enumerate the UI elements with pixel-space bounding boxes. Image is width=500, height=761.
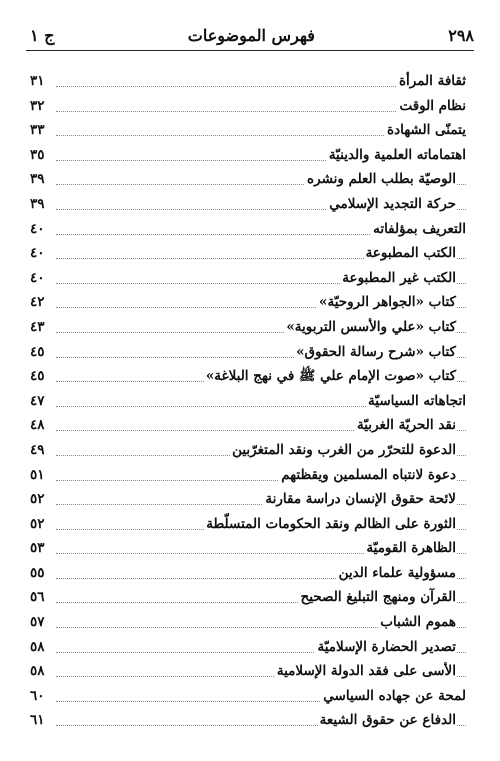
toc-entry: [30, 291, 466, 316]
toc-entry-title: هموم الشباب: [380, 614, 456, 631]
toc-entry-page: ٣٣: [30, 122, 54, 138]
toc-entry-title: لمحة عن جهاده السياسي: [323, 687, 466, 704]
toc-entry-title: القرآن ومنهج التبليغ الصحيح: [300, 589, 456, 606]
toc-entry: [30, 636, 466, 661]
toc-entry: [30, 513, 466, 538]
toc-entry-page: ٥٨: [30, 639, 54, 655]
toc-entry-title: ثقافة المرأة: [398, 73, 466, 89]
page-header: [30, 22, 474, 48]
toc-entry-page: ٣٥: [30, 147, 54, 163]
toc-entry-page: ٥٧: [30, 614, 54, 630]
toc-entry-page: ٤٩: [30, 442, 54, 458]
toc-entry: [30, 218, 466, 243]
toc-entry: [30, 242, 466, 267]
toc-entry-title: الدفاع عن حقوق الشيعة: [319, 712, 456, 729]
toc-entry-page: ٥١: [30, 467, 54, 483]
toc-entry-title: اهتماماته العلمية والدينيّة: [328, 146, 466, 163]
header-rule: [26, 50, 474, 51]
toc-entry: [30, 488, 466, 513]
toc-entry: [30, 611, 466, 636]
toc-entry: [30, 586, 466, 611]
toc-entry-title: دعوة لانتباه المسلمين ويقظتهم: [281, 466, 456, 483]
toc-entry-title: نقد الحريّة الغربيّة: [357, 417, 456, 434]
toc-entry-page: ٥٨: [30, 663, 54, 679]
toc-entry-page: ٤٠: [30, 221, 54, 237]
toc-entry: [30, 267, 466, 292]
toc-entry-title: الدعوة للتحرّر من الغرب ونقد المتغرّبين: [232, 441, 456, 458]
toc-entry: [30, 70, 466, 95]
toc-entry-title: الوصيّة بطلب العلم ونشره: [307, 171, 456, 188]
toc-entry-page: ٣٩: [30, 196, 54, 212]
toc-entry: [30, 660, 466, 685]
toc-entry-page: ٥٢: [30, 516, 54, 532]
toc-entry: [30, 341, 466, 366]
toc-entry: [30, 685, 466, 710]
toc-entry: [30, 316, 466, 341]
toc-entry-page: ٥٣: [30, 540, 54, 556]
toc-entry: [30, 464, 466, 489]
toc-entry-page: ٣١: [30, 73, 54, 89]
toc-entry-page: ٤٠: [30, 245, 54, 261]
toc-entry-page: ٤٨: [30, 417, 54, 433]
toc-entry: [30, 439, 466, 464]
toc-entry-title: حركة التجديد الإسلامي: [329, 195, 456, 212]
toc-entry-page: ٤٧: [30, 393, 54, 409]
toc-entry-title: كتاب «الجواهر الروحيّة»: [319, 294, 456, 311]
toc-entry: [30, 390, 466, 415]
toc-entry-title: اتجاهاته السياسيّة: [368, 392, 466, 409]
toc-entry-title: الكتب غير المطبوعة: [342, 269, 456, 286]
toc-entry: [30, 365, 466, 390]
toc-entry-title: يتمنّى الشهادة: [387, 122, 466, 139]
toc-entry-page: ٥٥: [30, 565, 54, 581]
toc-entry: [30, 537, 466, 562]
toc-entry-page: ٦٠: [30, 688, 54, 704]
page-title: فهرس الموضوعات: [187, 25, 315, 45]
toc-entry-page: ٤٠: [30, 270, 54, 286]
toc-entry-title: الثورة على الظالم ونقد الحكومات المتسلّطة: [206, 515, 456, 532]
toc-entry: [30, 119, 466, 144]
toc-entry: [30, 562, 466, 587]
toc-entry-title: مسؤولية علماء الدين: [338, 564, 456, 581]
toc-entry-title: لائحة حقوق الإنسان دراسة مقارنة: [265, 491, 456, 508]
toc-entry-title: الظاهرة القوميّة: [366, 540, 456, 557]
toc-entry: [30, 144, 466, 169]
toc-entry-page: ٣٢: [30, 98, 54, 114]
toc-entry-page: ٥٢: [30, 491, 54, 507]
toc-entry: [30, 414, 466, 439]
toc-entry-page: ٦١: [30, 712, 54, 728]
toc-entry-page: ٥٦: [30, 589, 54, 605]
toc-entry-title: التعريف بمؤلفاته: [373, 220, 466, 237]
toc-entry-page: ٤٥: [30, 368, 54, 384]
toc-entry-title: نظام الوقت: [399, 97, 466, 114]
toc-entry-page: ٤٥: [30, 344, 54, 360]
toc-entry: [30, 709, 466, 734]
toc-entry-title: الكتب المطبوعة: [365, 245, 456, 262]
toc-entry-title: تصدير الحضارة الإسلاميّة: [317, 638, 456, 655]
toc-entry-page: ٤٢: [30, 294, 54, 310]
page-number: ٢٩٨: [448, 25, 474, 45]
toc-entry-title: كتاب «شرح رسالة الحقوق»: [296, 343, 456, 360]
toc-entry: [30, 193, 466, 218]
table-of-contents: [30, 70, 466, 734]
toc-entry-page: ٣٩: [30, 171, 54, 187]
toc-entry: [30, 168, 466, 193]
toc-entry-title: كتاب «علي والأسس التربوية»: [286, 318, 456, 335]
toc-entry-page: ٤٣: [30, 319, 54, 335]
toc-entry-title: الأسى على فقد الدولة الإسلامية: [276, 663, 456, 680]
volume-label: ج ١: [30, 25, 55, 45]
toc-entry: [30, 95, 466, 120]
toc-entry-title: كتاب «صوت الإمام علي ﷺ في نهج البلاغة»: [205, 368, 456, 385]
